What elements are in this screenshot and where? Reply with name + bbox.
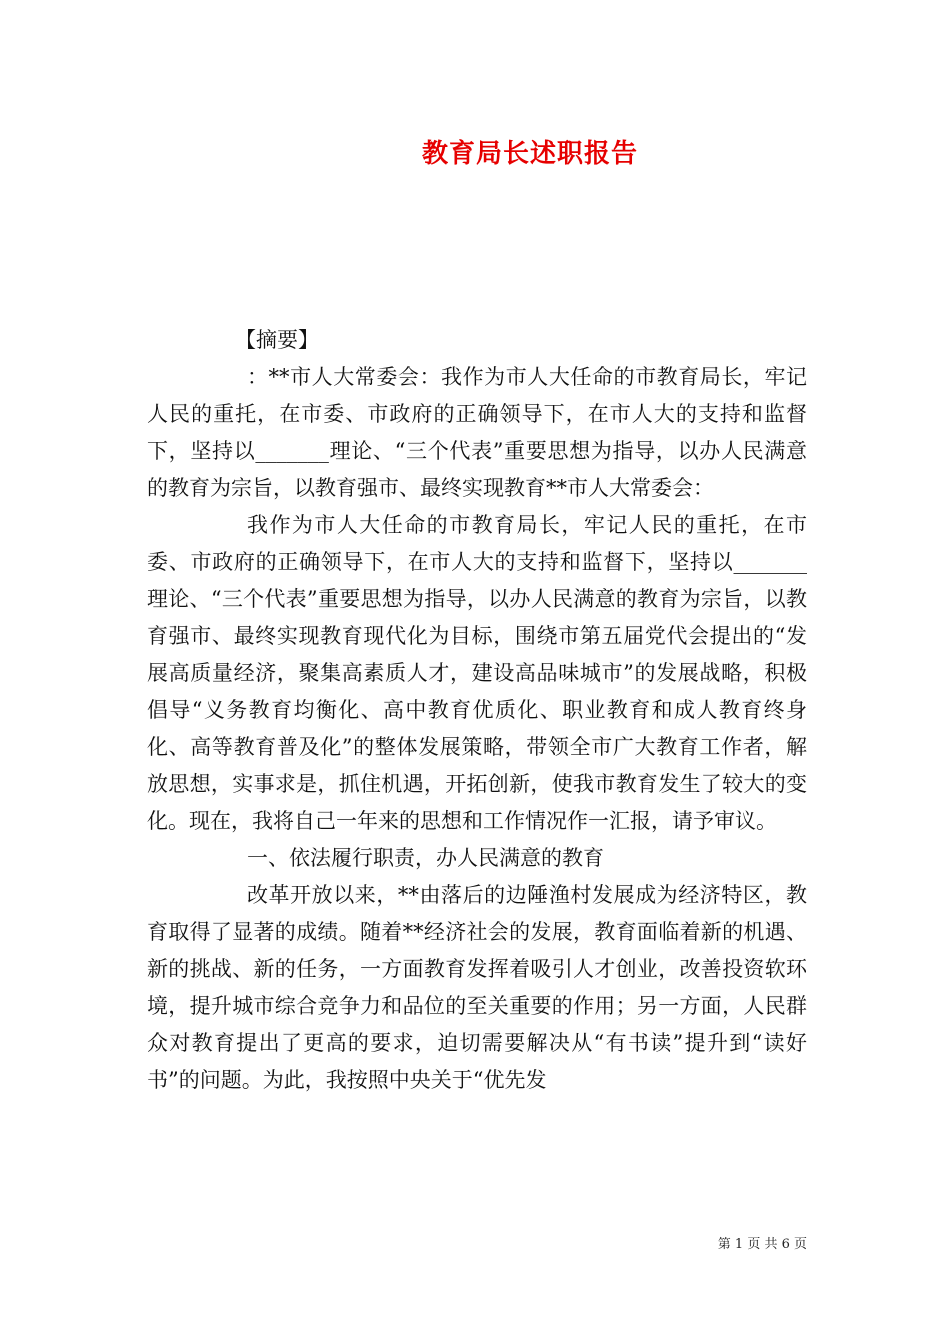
paragraph-3: 改革开放以来，**由落后的边陲渔村发展成为经济特区，教育取得了显著的成绩。随着**经济社会的发展，教育面临着新的机遇、新的挑战、新的任务，一方面教育发挥着吸引人才创业，改善投资软环境，提升城市综合竞争力和品位的至关重要的作用；另一方面，人民群众对教育提出了更高的要求，迫切需要解决从“有书读”提升到“读好书”的问题。为此，我按照中央关于“优先发 [147,883,807,1092]
document-body [147,322,807,1099]
document-title: 教育局长述职报告 [421,139,638,169]
paragraph-2: 我作为市人大任命的市教育局长，牢记人民的重托，在市委、市政府的正确领导下，在市人大的支持和监督下，坚持以_______理论、“三个代表”重要思想为指导，以办人民满意的教育为宗旨，以教育强市、最终实现教育现代化为目标，围绕市第五届党代会提出的“发展高质量经济，聚集高素质人才，建设高品味城市”的发展战略，积极倡导“义务教育均衡化、高中教育优质化、职业教育和成人教育终身化、高等教育普及化”的整体发展策略，带领全市广大教育工作者，解放思想，实事求是，抓住机遇，开拓创新，使我市教育发生了较大的变化。现在，我将自己一年来的思想和工作情况作一汇报，请予审议。 [147,513,807,833]
abstract-label: 【摘要】 [235,328,319,352]
section-heading-1: 一、依法履行职责，办人民满意的教育 [247,846,604,870]
page-number: 第 1 页 共 6 页 [717,1237,807,1252]
paragraph-1: ：**市人大常委会：我作为市人大任命的市教育局长，牢记人民的重托，在市委、市政府的正确领导下，在市人大的支持和监督下，坚持以_______理论、“三个代表”重要思想为指导，以办人民满意的教育为宗旨，以教育强市、最终实现教育**市人大常委会： [147,365,807,500]
